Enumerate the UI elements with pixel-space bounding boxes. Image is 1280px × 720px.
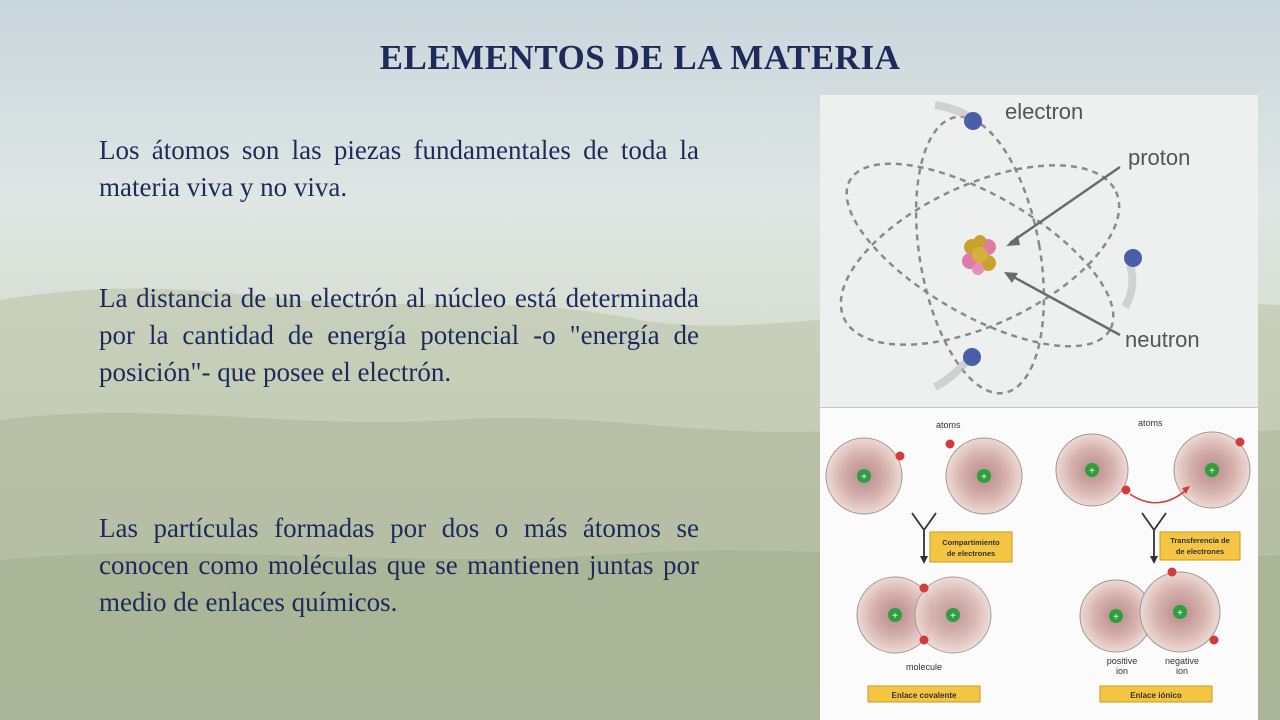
atom-diagram	[820, 95, 1258, 407]
negative-ion-label-2: ion	[1175, 666, 1189, 676]
svg-text:+: +	[1177, 608, 1183, 619]
ionic-bond-label: Enlace iónico	[1130, 691, 1182, 700]
label-proton: proton	[1128, 145, 1191, 170]
negative-ion-label-1: negative	[1164, 656, 1200, 666]
electron-particle-2	[1124, 249, 1142, 267]
nucleus	[962, 235, 996, 275]
electron-particle-1	[964, 112, 982, 130]
covalent-bond-label: Enlace covalente	[891, 691, 957, 700]
svg-text:+: +	[981, 472, 987, 483]
paragraph-molecules: Las partículas formadas por dos o más átomos se conocen como moléculas que se mantienen juntas por medio de enlaces químicos.	[99, 513, 699, 617]
label-neutron: neutron	[1125, 327, 1200, 352]
svg-text:+: +	[1113, 612, 1119, 623]
svg-text:+: +	[861, 472, 867, 483]
right-atoms-label: atoms	[1138, 418, 1163, 428]
positive-ion-label-2: ion	[1115, 666, 1129, 676]
left-atoms-label: atoms	[936, 420, 961, 430]
svg-text:+: +	[1089, 466, 1095, 477]
positive-ion-label-1: positive	[1106, 656, 1138, 666]
slide-title: ELEMENTOS DE LA MATERIA	[379, 38, 901, 77]
right-process-label-2: de electrones	[1175, 547, 1225, 556]
chemical-bonds-diagram	[820, 408, 1258, 720]
svg-text:+: +	[1209, 466, 1215, 477]
molecule-label: molecule	[905, 662, 943, 672]
right-process-label-1: Transferencia de	[1170, 536, 1230, 545]
electron-particle-3	[963, 348, 981, 366]
left-process-label-2: de electrones	[946, 549, 996, 558]
paragraph-atoms: Los átomos son las piezas fundamentales de toda la materia viva y no viva.	[99, 135, 699, 202]
left-process-label-1: Compartimiento	[942, 538, 1000, 547]
label-electron: electron	[1005, 99, 1084, 124]
svg-text:+: +	[950, 611, 956, 622]
svg-text:+: +	[892, 611, 898, 622]
paragraph-electron-distance: La distancia de un electrón al núcleo está determinada por la cantidad de energía potencial -o "energía de posición"- que posee el electrón.	[99, 283, 699, 387]
